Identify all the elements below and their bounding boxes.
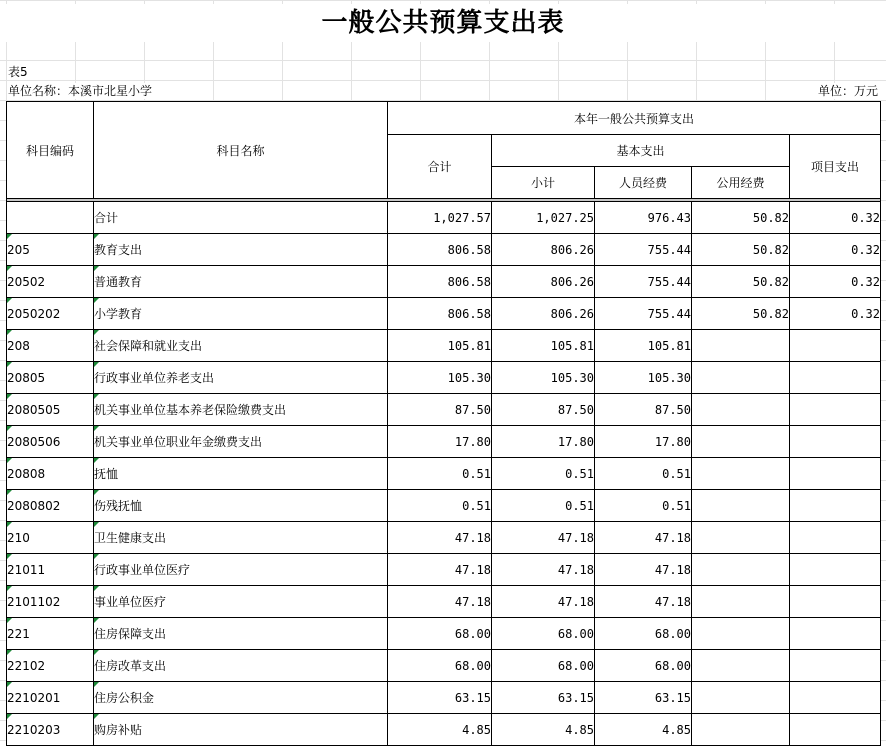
- row-name-cell[interactable]: [94, 330, 388, 362]
- row-name: 伤残抚恤: [94, 499, 143, 513]
- row-code-cell[interactable]: [7, 266, 94, 298]
- table-row[interactable]: [7, 202, 881, 234]
- table-row[interactable]: [7, 298, 881, 330]
- row-project-value[interactable]: [790, 490, 881, 522]
- row-public-value[interactable]: [692, 714, 790, 746]
- row-name: 住房公积金: [94, 691, 155, 705]
- unit-name: 单位名称：本溪市北星小学: [8, 84, 153, 98]
- row-code-cell[interactable]: [7, 554, 94, 586]
- row-total-value[interactable]: 47.18: [388, 554, 492, 586]
- row-name: 普通教育: [94, 275, 143, 289]
- row-public-value[interactable]: [692, 682, 790, 714]
- row-project-value[interactable]: [790, 682, 881, 714]
- row-subtotal-value[interactable]: 0.51: [492, 490, 595, 522]
- row-public-value[interactable]: [692, 458, 790, 490]
- row-personnel-value[interactable]: 0.51: [595, 458, 692, 490]
- row-total-value[interactable]: 68.00: [388, 650, 492, 682]
- text-indicator-icon: [94, 714, 99, 719]
- row-project-value[interactable]: [790, 330, 881, 362]
- row-code: 2050202: [7, 306, 61, 321]
- row-project-value[interactable]: 0.32: [790, 266, 881, 298]
- header-personnel: 人员经费: [595, 167, 692, 199]
- row-public-value[interactable]: [692, 330, 790, 362]
- row-code: 2080505: [7, 402, 61, 417]
- row-subtotal-value[interactable]: 806.26: [492, 234, 595, 266]
- row-personnel-value[interactable]: 755.44: [595, 234, 692, 266]
- row-code: 20502: [7, 274, 46, 289]
- table-body: [7, 202, 881, 746]
- table-number: 表5: [8, 65, 28, 79]
- row-personnel-value[interactable]: 105.81: [595, 330, 692, 362]
- row-personnel-value[interactable]: 0.51: [595, 490, 692, 522]
- text-indicator-icon: [94, 362, 99, 367]
- table-row[interactable]: [7, 330, 881, 362]
- text-indicator-icon: [94, 522, 99, 527]
- row-subtotal-value[interactable]: 105.81: [492, 330, 595, 362]
- row-subtotal-value[interactable]: 68.00: [492, 618, 595, 650]
- row-name: 抚恤: [94, 467, 119, 481]
- row-total-value[interactable]: 806.58: [388, 298, 492, 330]
- row-total-value[interactable]: 105.81: [388, 330, 492, 362]
- row-code: 20808: [7, 466, 46, 481]
- row-project-value[interactable]: [790, 714, 881, 746]
- row-code-cell[interactable]: [7, 298, 94, 330]
- row-personnel-value[interactable]: 755.44: [595, 266, 692, 298]
- text-indicator-icon: [94, 234, 99, 239]
- row-public-value[interactable]: [692, 554, 790, 586]
- text-number-indicator-icon: [7, 650, 12, 655]
- text-indicator-icon: [94, 458, 99, 463]
- row-name: 教育支出: [94, 243, 143, 257]
- row-code-cell[interactable]: [7, 650, 94, 682]
- row-total-value[interactable]: 806.58: [388, 266, 492, 298]
- row-code: 2080802: [7, 498, 61, 513]
- row-public-value[interactable]: [692, 490, 790, 522]
- row-public-value[interactable]: [692, 586, 790, 618]
- table-row[interactable]: [7, 362, 881, 394]
- row-subtotal-value[interactable]: 4.85: [492, 714, 595, 746]
- row-code-cell[interactable]: [7, 202, 94, 234]
- row-personnel-value[interactable]: 47.18: [595, 554, 692, 586]
- table-row[interactable]: [7, 682, 881, 714]
- row-total-value[interactable]: 17.80: [388, 426, 492, 458]
- table-row[interactable]: [7, 554, 881, 586]
- text-indicator-icon: [94, 394, 99, 399]
- row-name-cell[interactable]: [94, 234, 388, 266]
- row-public-value[interactable]: 50.82: [692, 266, 790, 298]
- header-public: 公用经费: [692, 167, 790, 199]
- row-subtotal-value[interactable]: 87.50: [492, 394, 595, 426]
- table-row[interactable]: [7, 522, 881, 554]
- row-code: 21011: [7, 562, 46, 577]
- row-personnel-value[interactable]: 63.15: [595, 682, 692, 714]
- text-indicator-icon: [94, 426, 99, 431]
- row-personnel-value[interactable]: 68.00: [595, 650, 692, 682]
- text-indicator-icon: [94, 586, 99, 591]
- text-number-indicator-icon: [7, 298, 12, 303]
- row-name-cell[interactable]: [94, 490, 388, 522]
- row-public-value[interactable]: [692, 618, 790, 650]
- row-project-value[interactable]: [790, 362, 881, 394]
- row-code-cell[interactable]: [7, 394, 94, 426]
- row-name: 事业单位医疗: [94, 595, 167, 609]
- row-project-value[interactable]: [790, 554, 881, 586]
- row-total-value[interactable]: 87.50: [388, 394, 492, 426]
- row-name: 卫生健康支出: [94, 531, 167, 545]
- text-number-indicator-icon: [7, 554, 12, 559]
- row-total-value[interactable]: 0.51: [388, 490, 492, 522]
- row-project-value[interactable]: 0.32: [790, 202, 881, 234]
- text-indicator-icon: [94, 490, 99, 495]
- row-public-value[interactable]: 50.82: [692, 234, 790, 266]
- row-name-cell[interactable]: [94, 618, 388, 650]
- row-subtotal-value[interactable]: 63.15: [492, 682, 595, 714]
- header-subtotal: 小计: [492, 167, 595, 199]
- text-number-indicator-icon: [7, 618, 12, 623]
- row-code-cell[interactable]: [7, 586, 94, 618]
- row-name-cell[interactable]: [94, 714, 388, 746]
- text-indicator-icon: [94, 266, 99, 271]
- row-name-cell[interactable]: [94, 362, 388, 394]
- row-personnel-value[interactable]: 755.44: [595, 298, 692, 330]
- text-number-indicator-icon: [7, 266, 12, 271]
- row-subtotal-value[interactable]: 47.18: [492, 554, 595, 586]
- table-row[interactable]: [7, 490, 881, 522]
- table-row[interactable]: [7, 394, 881, 426]
- text-number-indicator-icon: [7, 714, 12, 719]
- row-code-cell[interactable]: [7, 234, 94, 266]
- row-code-cell[interactable]: [7, 490, 94, 522]
- text-number-indicator-icon: [7, 362, 12, 367]
- text-indicator-icon: [94, 650, 99, 655]
- row-project-value[interactable]: 0.32: [790, 298, 881, 330]
- row-total-value[interactable]: 0.51: [388, 458, 492, 490]
- budget-table: [6, 101, 881, 746]
- row-name-cell[interactable]: [94, 522, 388, 554]
- row-public-value[interactable]: [692, 394, 790, 426]
- text-number-indicator-icon: [7, 330, 12, 335]
- table-row[interactable]: [7, 586, 881, 618]
- page-title: 一般公共预算支出表: [0, 4, 886, 42]
- row-code: 221: [7, 626, 30, 641]
- row-subtotal-value[interactable]: 1,027.25: [492, 202, 595, 234]
- header-total: 合计: [388, 135, 492, 199]
- row-project-value[interactable]: [790, 618, 881, 650]
- text-indicator-icon: [94, 298, 99, 303]
- row-project-value[interactable]: [790, 426, 881, 458]
- row-subtotal-value[interactable]: 0.51: [492, 458, 595, 490]
- row-public-value[interactable]: [692, 426, 790, 458]
- row-code: 2210203: [7, 722, 61, 737]
- row-public-value[interactable]: [692, 522, 790, 554]
- row-personnel-value[interactable]: 47.18: [595, 586, 692, 618]
- row-subtotal-value[interactable]: 105.30: [492, 362, 595, 394]
- row-name-cell[interactable]: [94, 458, 388, 490]
- row-public-value[interactable]: 50.82: [692, 202, 790, 234]
- row-code-cell[interactable]: [7, 714, 94, 746]
- table-row[interactable]: [7, 650, 881, 682]
- row-name: 购房补贴: [94, 723, 143, 737]
- row-code-cell[interactable]: [7, 682, 94, 714]
- row-subtotal-value[interactable]: 47.18: [492, 522, 595, 554]
- row-project-value[interactable]: [790, 394, 881, 426]
- row-public-value[interactable]: [692, 362, 790, 394]
- row-public-value[interactable]: 50.82: [692, 298, 790, 330]
- row-name-cell[interactable]: [94, 682, 388, 714]
- row-personnel-value[interactable]: 976.43: [595, 202, 692, 234]
- header-name: 科目名称: [94, 102, 388, 199]
- text-number-indicator-icon: [7, 426, 12, 431]
- text-number-indicator-icon: [7, 682, 12, 687]
- row-code: 2101102: [7, 594, 61, 609]
- row-personnel-value[interactable]: 47.18: [595, 522, 692, 554]
- row-code-cell[interactable]: [7, 458, 94, 490]
- row-personnel-value[interactable]: 17.80: [595, 426, 692, 458]
- row-total-value[interactable]: 68.00: [388, 618, 492, 650]
- row-name: 住房保障支出: [94, 627, 167, 641]
- text-number-indicator-icon: [7, 394, 12, 399]
- text-indicator-icon: [94, 682, 99, 687]
- table-row[interactable]: [7, 426, 881, 458]
- row-name-cell[interactable]: [94, 426, 388, 458]
- row-personnel-value[interactable]: 4.85: [595, 714, 692, 746]
- row-subtotal-value[interactable]: 47.18: [492, 586, 595, 618]
- row-code-cell[interactable]: [7, 426, 94, 458]
- row-subtotal-value[interactable]: 806.26: [492, 298, 595, 330]
- row-code-cell[interactable]: [7, 330, 94, 362]
- row-project-value[interactable]: [790, 650, 881, 682]
- row-total-value[interactable]: 105.30: [388, 362, 492, 394]
- text-indicator-icon: [94, 618, 99, 623]
- row-code-cell[interactable]: [7, 618, 94, 650]
- row-project-value[interactable]: [790, 586, 881, 618]
- table-row[interactable]: [7, 266, 881, 298]
- text-number-indicator-icon: [7, 522, 12, 527]
- row-code: 205: [7, 242, 30, 257]
- row-code: 208: [7, 338, 30, 353]
- row-code: 22102: [7, 658, 46, 673]
- row-subtotal-value[interactable]: 806.26: [492, 266, 595, 298]
- text-indicator-icon: [94, 554, 99, 559]
- header-project: 项目支出: [790, 135, 881, 199]
- row-code-cell[interactable]: [7, 362, 94, 394]
- header-group: 本年一般公共预算支出: [388, 102, 881, 135]
- row-total-value[interactable]: 47.18: [388, 522, 492, 554]
- row-name: 合计: [94, 211, 119, 225]
- row-name-cell[interactable]: [94, 298, 388, 330]
- row-project-value[interactable]: [790, 522, 881, 554]
- table-row[interactable]: [7, 714, 881, 746]
- row-name: 行政事业单位养老支出: [94, 371, 215, 385]
- header-code: 科目编码: [7, 102, 94, 199]
- currency-unit: 单位：万元: [817, 84, 878, 98]
- row-name: 机关事业单位基本养老保险缴费支出: [94, 403, 287, 417]
- row-project-value[interactable]: [790, 458, 881, 490]
- row-name-cell[interactable]: [94, 394, 388, 426]
- row-project-value[interactable]: 0.32: [790, 234, 881, 266]
- row-code: 2080506: [7, 434, 61, 449]
- row-personnel-value[interactable]: 105.30: [595, 362, 692, 394]
- row-total-value[interactable]: 1,027.57: [388, 202, 492, 234]
- row-name: 社会保障和就业支出: [94, 339, 203, 353]
- row-total-value[interactable]: 4.85: [388, 714, 492, 746]
- text-indicator-icon: [94, 330, 99, 335]
- header-basic: 基本支出: [492, 135, 790, 167]
- row-code-cell[interactable]: [7, 522, 94, 554]
- row-name-cell[interactable]: [94, 650, 388, 682]
- row-name: 行政事业单位医疗: [94, 563, 191, 577]
- table-row[interactable]: [7, 234, 881, 266]
- text-number-indicator-icon: [7, 458, 12, 463]
- row-name-cell[interactable]: [94, 266, 388, 298]
- table-row[interactable]: [7, 458, 881, 490]
- row-name: 小学教育: [94, 307, 143, 321]
- text-number-indicator-icon: [7, 586, 12, 591]
- row-name-cell[interactable]: [94, 586, 388, 618]
- row-personnel-value[interactable]: 68.00: [595, 618, 692, 650]
- row-subtotal-value[interactable]: 17.80: [492, 426, 595, 458]
- row-name-cell[interactable]: [94, 554, 388, 586]
- row-name-cell[interactable]: [94, 202, 388, 234]
- row-code: 20805: [7, 370, 46, 385]
- table-row[interactable]: [7, 618, 881, 650]
- row-total-value[interactable]: 806.58: [388, 234, 492, 266]
- row-personnel-value[interactable]: 87.50: [595, 394, 692, 426]
- row-subtotal-value[interactable]: 68.00: [492, 650, 595, 682]
- text-number-indicator-icon: [7, 234, 12, 239]
- row-name: 机关事业单位职业年金缴费支出: [94, 435, 263, 449]
- row-public-value[interactable]: [692, 650, 790, 682]
- row-code: 2210201: [7, 690, 61, 705]
- text-number-indicator-icon: [7, 490, 12, 495]
- row-name: 住房改革支出: [94, 659, 167, 673]
- row-total-value[interactable]: 63.15: [388, 682, 492, 714]
- row-code: 210: [7, 530, 30, 545]
- row-total-value[interactable]: 47.18: [388, 586, 492, 618]
